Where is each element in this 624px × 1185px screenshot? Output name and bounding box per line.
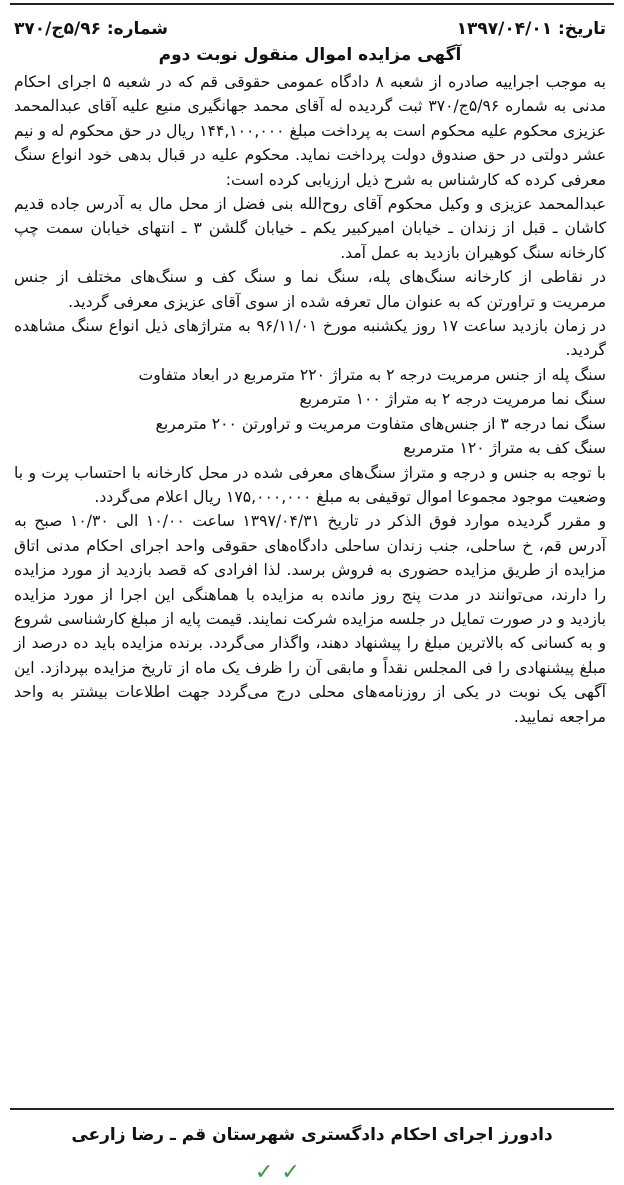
notice-date: تاریخ: ۱۳۹۷/۰۴/۰۱: [456, 19, 606, 39]
paragraph: سنگ نما درجه ۳ از جنس‌های متفاوت مرمریت و تراورتن ۲۰۰ مترمربع: [155, 414, 606, 433]
footer-divider: [10, 1108, 614, 1110]
paragraph: در زمان بازدید ساعت ۱۷ روز یکشنبه مورخ ۹۶/۱۱/۰۱ به متراژهای ذیل انواع سنگ مشاهده گردید.: [14, 317, 606, 360]
paragraph: سنگ کف به متراژ ۱۲۰ مترمربع: [403, 439, 606, 458]
paragraph: و مقرر گردیده موارد فوق الذکر در تاریخ ۱۳۹۷/۰۴/۳۱ ساعت ۱۰/۰۰ الی ۱۰/۳۰ صبح به آدرس قم، خ ساحلی، جنب زندان ساحلی دادگاه‌های حقوقی واحد اجرای احکام مدنی اتاق مزایده از طریق مزایده حضوری به فروش برسد. لذا افرادی که قصد بازدید از مورد مزایده را دارند، می‌توانند در مدت پنج روز مانده به مزایده با هماهنگی این اجرا از مورد مزایده بازدید و در صورت تمایل در جلسه مزایده شرکت نمایند. قیمت پایه از مبلغ کارشناسی شروع و به کسانی که بالاترین مبلغ را پیشنهاد دهند، واگذار می‌گردد. برنده مزایده باید ده درصد از مبلغ پیشنهادی را فی المجلس نقداً و مابقی آن را ظرف یک ماه از تاریخ مزایده بپردازد. این آگهی یک نوبت در یکی از روزنامه‌های محلی درج می‌گردد جهت اطلاعات بیشتر به واحد مراجعه نمایید.: [14, 512, 606, 726]
notice-title: آگهی مزایده اموال منقول نوبت دوم: [158, 45, 462, 65]
notice-number: شماره: ۵/۹۶ج/۳۷۰: [14, 19, 168, 39]
notice-signature: دادورز اجرای احکام دادگستری شهرستان قم ـ رضا زارعی: [71, 1125, 553, 1145]
top-border: [10, 3, 614, 5]
notice-body: [14, 70, 606, 729]
paragraph: به موجب اجراییه صادره از شعبه ۸ دادگاه عمومی حقوقی قم که در شعبه ۵ اجرای احکام مدنی به شماره ۵/۹۶ج/۳۷۰ ثبت گردیده له آقای محمد جهانگیری منیع علیه آقای عبدالمحمد عزیزی محکوم علیه محکوم است به پرداخت مبلغ ۱۴۴,۱۰۰,۰۰۰ ریال در حق محکوم له و نیم عشر دولتی در حق صندوق دولت پرداخت نماید. محکوم علیه در قبال بدهی خود انواع سنگ معرفی کرده که کارشناس به شرح ذیل ارزیابی کرده است:: [14, 73, 606, 189]
notice-header: [14, 16, 606, 42]
paragraph: با توجه به جنس و درجه و متراژ سنگ‌های معرفی شده در محل کارخانه با احتساب پرت و با وضعیت موجود مجموعا اموال توقیفی به مبلغ ۱۷۵,۰۰۰,۰۰۰ ریال اعلام می‌گردد.: [14, 463, 606, 506]
green-mark-icon: ✓✓: [255, 1160, 308, 1185]
paragraph: سنگ پله از جنس مرمریت درجه ۲ به متراژ ۲۲۰ مترمربع در ابعاد متفاوت: [138, 365, 606, 384]
paragraph: در نقاطی از کارخانه سنگ‌های پله، سنگ نما و سنگ کف و سنگ‌های مختلف از جنس مرمریت و تراورتن که به عنوان مال تعرفه شده از سوی آقای عزیزی معرفی گردید.: [14, 268, 606, 311]
paragraph: سنگ نما مرمریت درجه ۲ به متراژ ۱۰۰ مترمربع: [299, 390, 606, 409]
paragraph: عبدالمحمد عزیزی و وکیل محکوم آقای روح‌الله بنی فضل از محل مال به آدرس جاده قدیم کاشان ـ قبل از زندان ـ خیابان امیرکبیر یکم ـ خیابان گلشن ۳ ـ انتهای خیابان سمت چپ کارخانه سنگ کوهیران بازدید به عمل آمد.: [14, 195, 607, 262]
